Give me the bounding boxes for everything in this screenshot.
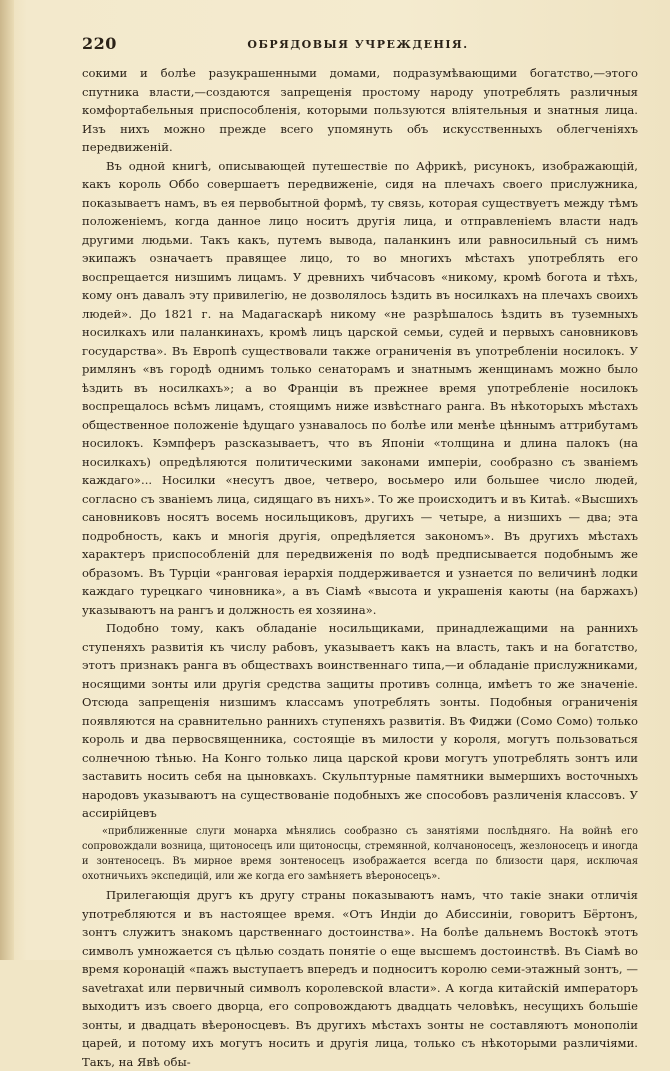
running-title: ОБРЯДОВЫЯ УЧРЕЖДЕНІЯ. — [247, 38, 469, 51]
paragraph-umbrella-symbols: Прилегающія другъ къ другу страны показываютъ намъ, что такіе знаки отличія употребляются и въ настоящее время. «Отъ Индіи до Абиссиніи, говоритъ Бёртонъ, зонтъ служитъ знакомъ царственнаго достоинства». На болѣе дальнемъ Востокѣ этотъ символъ умножается съ цѣлью создать понятіе о еще высшемъ достоинствѣ. Въ Сіамѣ во время коронацій «пажъ выступаетъ впередъ и подноситъ королю семи-этажный зонтъ, — savetraxat или первичный символъ королевской власти». А когда китайскій императоръ выходитъ изъ своего дворца, его сопровождаютъ двадцать человѣкъ, несущихъ большіе зонты, и двадцать вѣероносцевъ. Въ другихъ мѣстахъ зонты не составляютъ монополіи царей, и потому ихъ могутъ носить и другія лица, только съ нѣкоторыми различіями. Такъ, на Явѣ обы- — [82, 888, 638, 1069]
page-body — [82, 64, 638, 1071]
page-header — [82, 34, 634, 56]
page-number: 220 — [82, 34, 117, 53]
paragraph-continuation: сокими и болѣе разукрашенными домами, подразумѣвающими богатство,—этого спутника власти,—создаются запрещенія простому народу употреблять различныя комфортабельныя приспособленія, которыми пользуются вліятельныя и знатныя лица. Изъ нихъ можно прежде всего упомянуть объ искусственныхъ облегченіяхъ передвиженій. — [82, 66, 638, 154]
paragraph-litters: Въ одной книгѣ, описывающей путешествіе по Африкѣ, рисунокъ, изображающій, какъ король Оббо совершаетъ передвиженіе, сидя на плечахъ своего прислужника, показываетъ намъ, въ ея первобытной формѣ, ту связь, которая существуетъ между тѣмъ положеніемъ, когда данное лицо носитъ другія лица, и отправленіемъ власти надъ другими людьми. Такъ какъ, путемъ вывода, паланкинъ или равносильный съ нимъ экипажъ означаетъ правящее лицо, то во многихъ мѣстахъ употреблять его воспрещается низшимъ лицамъ. У древнихъ чибчасовъ «никому, кромѣ богота и тѣхъ, кому онъ давалъ эту привилегію, не дозволялось ѣздить въ носилкахъ на плечахъ своихъ людей». До 1821 г. на Мадагаскарѣ никому «не разрѣшалось ѣздить въ туземныхъ носилкахъ или паланкинахъ, кромѣ лицъ царской семьи, судей и первыхъ сановниковъ государства». Въ Европѣ существовали также ограниченія въ употребленіи носилокъ. У римлянъ «въ городѣ однимъ только сенаторамъ и знатнымъ женщинамъ можно было ѣздить въ носилкахъ»; а во Франціи въ прежнее время употребленіе носилокъ воспрещалось всѣмъ лицамъ, стоящимъ ниже извѣстнаго ранга. Въ нѣкоторыхъ мѣстахъ общественное положеніе ѣдущаго узнавалось по болѣе или менѣе цѣннымъ аттрибутамъ носилокъ. Кэмпферъ разсказываетъ, что въ Японіи «толщина и длина палокъ (на носилкахъ) опредѣляются политическими законами имперіи, сообразно съ званіемъ каждаго»... Носилки «несутъ двое, четверо, восьмеро или большее число людей, согласно съ званіемъ лица, сидящаго въ нихъ». То же происходитъ и въ Китаѣ. «Высшихъ сановниковъ носятъ восемь носильщиковъ, другихъ — четыре, а низшихъ — два; эта подробность, какъ и многія другія, опредѣляется закономъ». Въ другихъ мѣстахъ характеръ приспособленій для передвиженія по водѣ предписывается подобнымъ же образомъ. Въ Турціи «ранговая іерархія поддерживается и узнается по величинѣ лодки каждаго турецкаго чиновника», а въ Сіамѣ «высота и украшенія каюты (на баржахъ) указываютъ на рангъ и должность ея хозяина». — [82, 158, 638, 617]
page-spine-shadow — [0, 0, 14, 960]
quotation-assyrians: «приближенные слуги монарха мѣнялись сообразно съ занятіями послѣдняго. На войнѣ его сопровождали возница, щитоносецъ или щитоносцы, стремянной, колчаноносецъ, жезлоносецъ и иногда и зонтеносецъ. Въ мирное время зонтеносецъ изображается всегда по близости царя, исключая охотничьихъ экспедицій, или же когда его замѣняетъ вѣероносецъ». — [82, 825, 638, 883]
paragraph-parasols: Подобно тому, какъ обладаніе носильщиками, принадлежащими на раннихъ ступеняхъ развитія къ числу рабовъ, указываетъ какъ на власть, такъ и на богатство, этотъ признакъ ранга въ обществахъ воинственнаго типа,—и обладаніе прислужниками, носящими зонты или другія средства защиты противъ солнца, имѣетъ то же значеніе. Отсюда запрещенія низшимъ классамъ употреблять зонты. Подобныя ограниченія появляются на сравнительно раннихъ ступеняхъ развитія. Въ Фиджи (Сомо Сомо) только король и два первосвященника, состоящіе въ милости у короля, могутъ пользоваться солнечною тѣнью. На Конго только лица царской крови могутъ употреблять зонтъ или заставить носить себя на цыновкахъ. Скульптурные памятники вымершихъ восточныхъ народовъ указываютъ на существованіе подобныхъ же способовъ различенія классовъ. У ассирійцевъ — [82, 621, 638, 820]
